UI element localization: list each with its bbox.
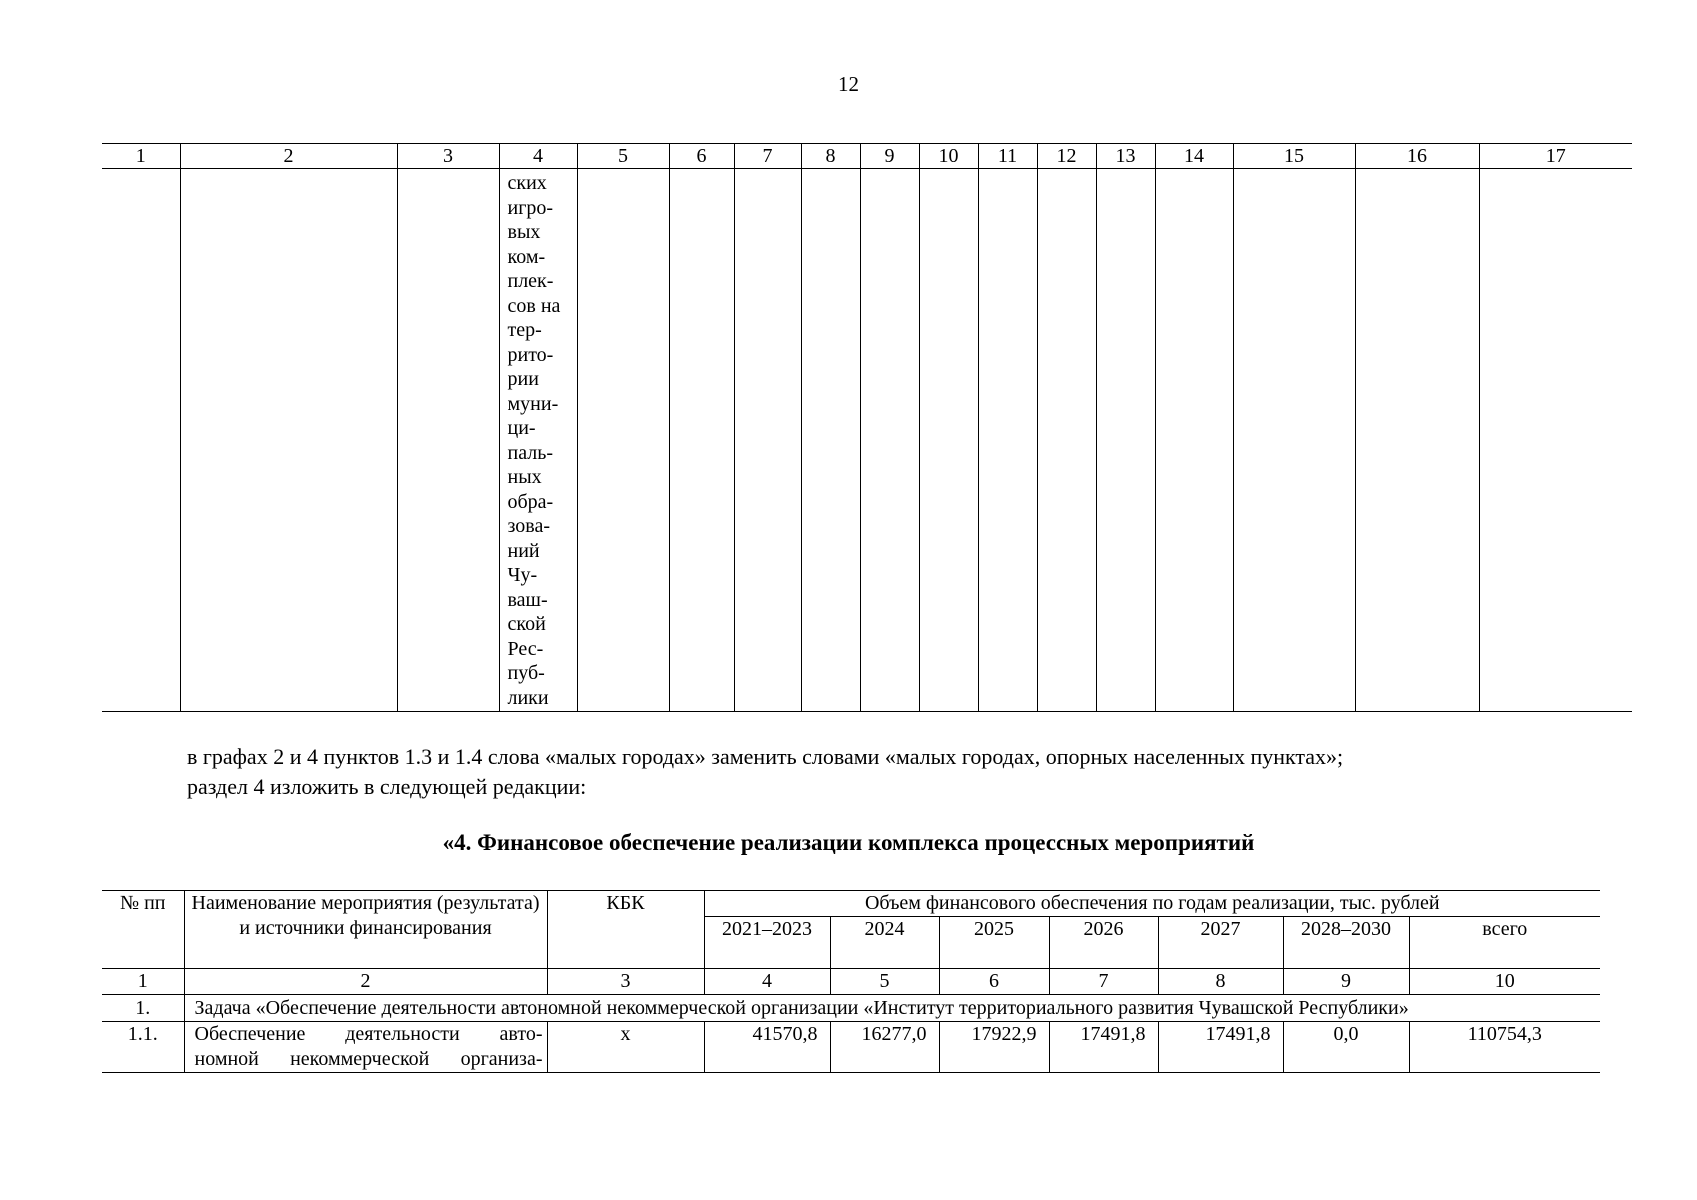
table-cell	[1096, 169, 1155, 712]
row-number: 1.1.	[102, 1022, 184, 1073]
column-number: 9	[860, 144, 919, 169]
table-cell	[669, 169, 734, 712]
task-text: Задача «Обеспечение деятельности автономной некоммерческой организации «Институт территориального развития Чувашской Республики»	[184, 995, 1600, 1022]
header-volume: Объем финансового обеспечения по годам реализации, тыс. рублей	[704, 891, 1600, 917]
continuation-table	[102, 143, 1632, 712]
column-number: 3	[547, 969, 704, 995]
amendment-paragraph: в графах 2 и 4 пунктов 1.3 и 1.4 слова «малых городах» заменить словами «малых городах, опорных населенных пунктах»;	[187, 744, 1344, 769]
text-line: тер-	[507, 319, 542, 341]
text-line: рито-	[507, 343, 554, 366]
table-cell-col4	[499, 169, 577, 712]
column-number: 5	[830, 969, 939, 995]
table-cell	[1233, 169, 1355, 712]
table-cell	[919, 169, 978, 712]
text-line: сов на	[507, 294, 561, 317]
column-number: 2	[180, 144, 397, 169]
text-line: ских	[507, 172, 547, 194]
table-cell	[1355, 169, 1479, 712]
column-number: 11	[978, 144, 1037, 169]
header-year: 2021–2023	[704, 917, 830, 969]
column-number: 15	[1233, 144, 1355, 169]
column-number: 6	[669, 144, 734, 169]
table-cell	[1479, 169, 1632, 712]
text-line: паль-	[507, 441, 554, 464]
amendment-paragraph: раздел 4 изложить в следующей редакции:	[187, 774, 587, 799]
row-total: 110754,3	[1409, 1022, 1600, 1073]
task-row	[102, 995, 1600, 1022]
table-row	[102, 1022, 1600, 1073]
table-cell	[978, 169, 1037, 712]
column-number: 5	[577, 144, 669, 169]
column-number: 10	[1409, 969, 1600, 995]
table-cell	[180, 169, 397, 712]
row-name-line: Обеспечение деятельности авто-	[194, 1023, 543, 1045]
column-number: 12	[1037, 144, 1096, 169]
table-cell	[397, 169, 499, 712]
column-number: 10	[919, 144, 978, 169]
column-number: 7	[1049, 969, 1158, 995]
text-line: ской	[507, 613, 546, 635]
row-value: 17491,8	[1049, 1022, 1158, 1073]
column-number: 6	[939, 969, 1049, 995]
table-row	[102, 169, 1632, 712]
column-number-row	[102, 144, 1632, 169]
column-number: 13	[1096, 144, 1155, 169]
column-number-row	[102, 969, 1600, 995]
financing-table	[102, 890, 1600, 1073]
column-number: 8	[801, 144, 860, 169]
column-number: 4	[499, 144, 577, 169]
text-line: плек-	[507, 270, 554, 292]
task-number: 1.	[102, 995, 184, 1022]
table-cell	[1155, 169, 1233, 712]
header-total: всего	[1409, 917, 1600, 969]
column-number: 9	[1283, 969, 1409, 995]
text-line: ком-	[507, 245, 546, 268]
text-line: пуб-	[507, 662, 545, 684]
text-line: вых	[507, 221, 541, 243]
table-cell	[102, 169, 180, 712]
column-number: 1	[102, 969, 184, 995]
text-line: лики	[507, 686, 549, 709]
header-row	[102, 891, 1600, 917]
row-value: 17491,8	[1158, 1022, 1283, 1073]
text-line: игро-	[507, 196, 554, 219]
text-line: ваш-	[507, 588, 548, 611]
column-number: 3	[397, 144, 499, 169]
column-number: 4	[704, 969, 830, 995]
text-line: зова-	[507, 515, 550, 537]
text-line: ных	[507, 466, 542, 488]
row-name-line: номной некоммерческой организа-	[194, 1048, 543, 1070]
header-year: 2024	[830, 917, 939, 969]
column-number: 16	[1355, 144, 1479, 169]
table-cell	[1037, 169, 1096, 712]
text-line: Чу-	[507, 564, 538, 586]
text-line: рии	[507, 368, 539, 390]
text-line: ний	[507, 539, 540, 562]
header-name: Наименование мероприятия (результата) и источники финансирования	[184, 891, 547, 969]
header-year: 2028–2030	[1283, 917, 1409, 969]
row-name	[184, 1022, 547, 1073]
table-cell	[577, 169, 669, 712]
table-cell	[860, 169, 919, 712]
column-number: 7	[734, 144, 801, 169]
row-kbk: x	[547, 1022, 704, 1073]
column-number: 2	[184, 969, 547, 995]
column-number: 8	[1158, 969, 1283, 995]
page-number: 12	[838, 72, 859, 96]
table-cell	[734, 169, 801, 712]
row-value: 41570,8	[704, 1022, 830, 1073]
header-kbk: КБК	[547, 891, 704, 969]
text-line: Рес-	[507, 637, 544, 660]
column-number: 17	[1479, 144, 1632, 169]
column-number: 14	[1155, 144, 1233, 169]
row-value: 0,0	[1283, 1022, 1409, 1073]
header-number: № пп	[102, 891, 184, 969]
text-line: ци-	[507, 417, 536, 439]
text-line: муни-	[507, 392, 559, 415]
header-year: 2027	[1158, 917, 1283, 969]
section-heading: «4. Финансовое обеспечение реализации комплекса процессных мероприятий	[442, 830, 1255, 855]
row-value: 17922,9	[939, 1022, 1049, 1073]
row-value: 16277,0	[830, 1022, 939, 1073]
table-cell	[801, 169, 860, 712]
header-year: 2026	[1049, 917, 1158, 969]
header-year: 2025	[939, 917, 1049, 969]
column-number: 1	[102, 144, 180, 169]
text-line: обра-	[507, 490, 554, 513]
